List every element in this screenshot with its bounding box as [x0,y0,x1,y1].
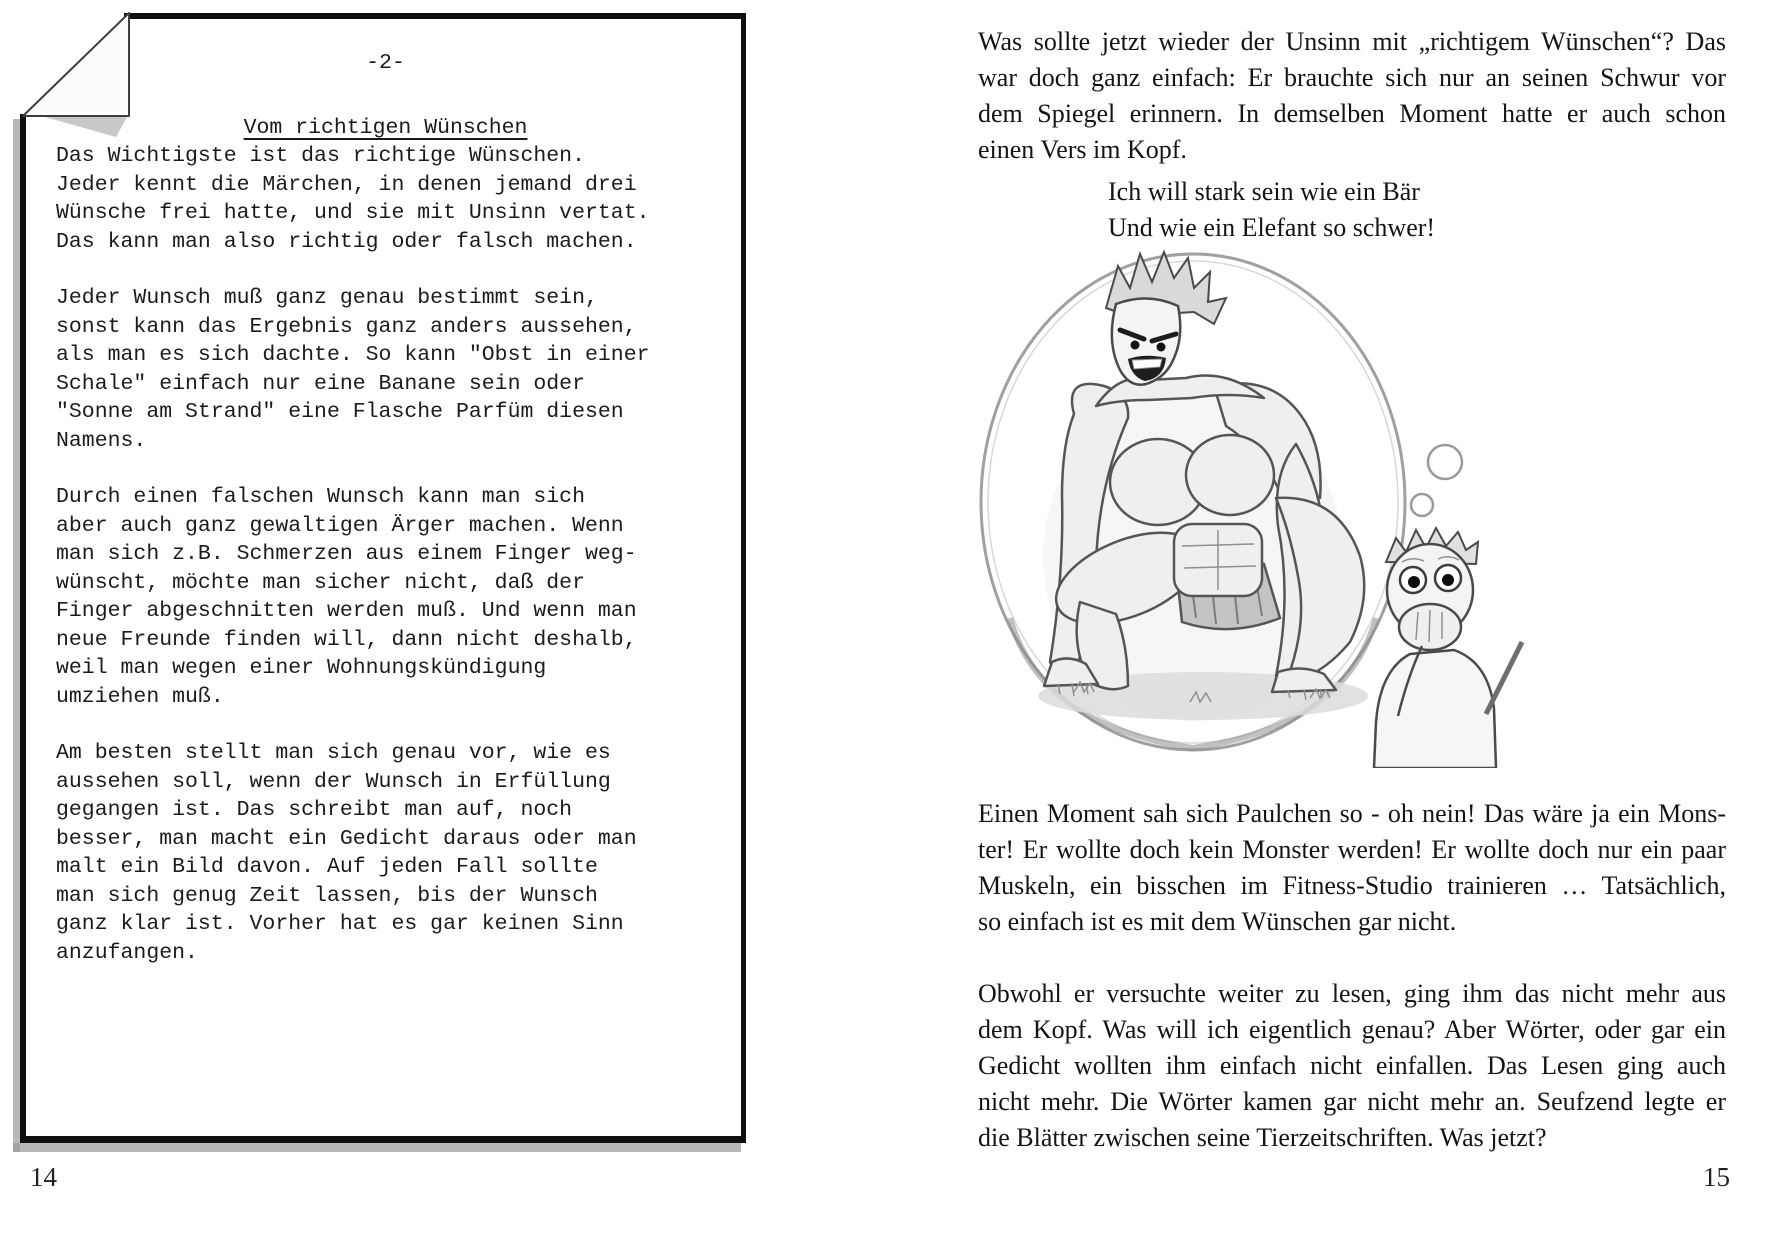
text-line: weil man wegen einer Wohnungskündigung [56,656,547,680]
note-paragraph [56,483,715,711]
text-line: so einfach ist es mit dem Wünschen gar nicht. [978,907,1457,936]
text-line: umziehen muß. [56,684,224,709]
text-line: Schale" einfach nur eine Banane sein oder [56,371,585,396]
text-line: Jeder Wunsch muß ganz genau bestimmt sein, [56,286,598,310]
text-line: sonst kann das Ergebnis ganz anders aussehen, [56,314,637,339]
typewritten-note [20,13,746,1143]
text-line: Muskeln, ein bisschen im Fitness-Studio trainieren … Tatsächlich, [978,871,1726,900]
illustration-container [978,246,1726,768]
text-line: neue Freunde finden will, dann nicht deshalb, [56,627,637,652]
text-line: aber auch ganz gewaltigen Ärger machen. Wenn [56,513,624,538]
text-line: war doch ganz einfach: Er brauchte sich nur an seinen Schwur vor [978,63,1726,92]
paragraph [978,796,1726,940]
text-line: ter! Er wollte doch kein Monster werden! Er wollte doch nur ein paar [978,835,1726,864]
text-line: als man es sich dachte. So kann "Obst in einer [56,343,650,367]
text-line: einen Vers im Kopf. [978,135,1187,164]
verse [1108,174,1726,246]
monster-thought-bubble-illustration [978,246,1726,768]
text-line: Obwohl er versuchte weiter zu lesen, ging ihm das nicht mehr aus [978,979,1726,1008]
note-title: Vom richtigen Wünschen [243,115,528,140]
note-border-bottom [20,1136,746,1143]
text-line: Namens. [56,428,147,453]
text-line: Was sollte jetzt wieder der Unsinn mit „richtigem Wünschen“? Das [978,27,1726,56]
small-bubble [1411,494,1433,516]
note-content [26,19,741,1136]
note-paragraph [56,284,715,455]
text-line: Und wie ein Elefant so schwer! [1108,213,1436,242]
text-line: Ich will stark sein wie ein Bär [1108,177,1420,206]
paragraph [978,24,1726,168]
note-border-right [741,13,746,1143]
text-line: man sich z.B. Schmerzen aus einem Finger weg- [56,542,637,566]
text-line: Jeder kennt die Märchen, in denen jemand drei [56,172,637,197]
text-line: man sich genug Zeit lassen, bis der Wunsch [56,883,598,908]
note-page-label: -2- [366,51,405,75]
page-number-right: 15 [1703,1162,1730,1192]
text-line: Das kann man also richtig oder falsch machen. [56,229,637,254]
page-number-left: 14 [30,1162,57,1192]
text-line: Gedicht wollten ihm einfach nicht einfallen. Das Lesen ging auch [978,1051,1726,1080]
text-line: Am besten stellt man sich genau vor, wie es [56,741,611,765]
text-line: Durch einen falschen Wunsch kann man sich [56,485,585,509]
text-line: dem Spiegel erinnern. In demselben Moment hatte er auch schon [978,99,1726,128]
right-page [978,24,1726,1156]
text-line: Einen Moment sah sich Paulchen so - oh nein! Das wäre ja ein Mons- [978,799,1726,828]
text-line: wünscht, möchte man sicher nicht, daß der [56,570,585,595]
text-line: gegangen ist. Das schreibt man auf, noch [56,798,573,822]
text-line: Wünsche frei hatte, und sie mit Unsinn vertat. [56,201,650,225]
note-shadow-left [13,119,20,1152]
note-paragraph [56,142,715,256]
pencil [1486,642,1522,714]
text-line: Finger abgeschnitten werden muß. Und wenn man [56,599,637,623]
note-shadow-bottom [13,1143,741,1152]
text-line: "Sonne am Strand" eine Flasche Parfüm diesen [56,400,624,424]
text-line: ganz klar ist. Vorher hat es gar keinen Sinn [56,912,624,936]
text-line: Das Wichtigste ist das richtige Wünschen. [56,144,585,168]
boy-figure [1374,528,1522,768]
small-bubble [1428,445,1462,479]
text-line: malt ein Bild davon. Auf jeden Fall sollte [56,855,598,879]
text-line: aussehen soll, wenn der Wunsch in Erfüllung [56,769,611,794]
paragraph [978,976,1726,1156]
text-line: besser, man macht ein Gedicht daraus oder man [56,826,637,851]
text-line: die Blätter zwischen seine Tierzeitschriften. Was jetzt? [978,1123,1547,1152]
note-paragraph [56,739,715,967]
text-line: dem Kopf. Was will ich eigentlich genau? Aber Wörter, oder gar ein [978,1015,1726,1044]
text-line: nicht mehr. Die Wörter kamen gar nicht mehr an. Seufzend legte er [978,1087,1726,1116]
text-line: anzufangen. [56,940,198,965]
